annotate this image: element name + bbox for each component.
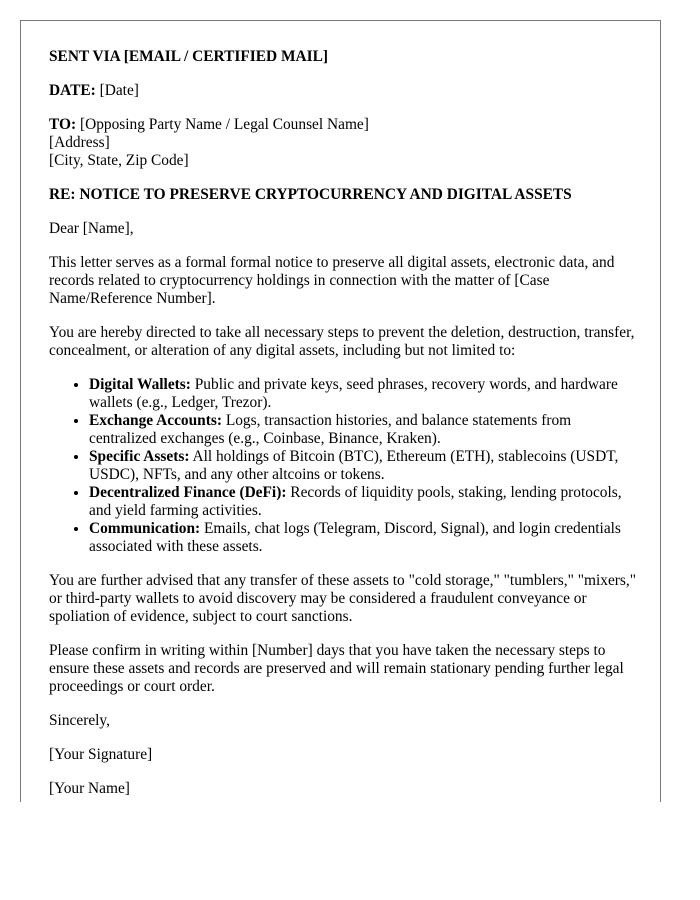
list-item-text: All holdings of Bitcoin (BTC), Ethereum (ETH), stablecoins (USDT, USDC), NFTs, and any other altcoins or tokens. [89, 448, 619, 483]
name-placeholder: [Your Name] [49, 780, 130, 797]
list-item-digital-wallets [89, 376, 639, 412]
list-item-term: Communication: [89, 520, 201, 537]
list-item-defi [89, 484, 639, 520]
sent-via-line: SENT VIA [EMAIL / CERTIFIED MAIL] [49, 48, 328, 65]
date-value: [Date] [99, 82, 139, 99]
list-item-specific-assets [89, 448, 639, 484]
to-value: [Opposing Party Name / Legal Counsel Name] [79, 116, 369, 133]
date-label: DATE: [49, 82, 96, 99]
list-item-term: Specific Assets: [89, 448, 190, 465]
list-item-exchange-accounts [89, 412, 639, 448]
list-item-term: Digital Wallets: [89, 376, 191, 393]
subject-line: RE: NOTICE TO PRESERVE CRYPTOCURRENCY AND DIGITAL ASSETS [49, 186, 572, 203]
recipient-city-state-zip: [City, State, Zip Code] [49, 152, 189, 169]
list-item-term: Exchange Accounts: [89, 412, 222, 429]
recipient-block [49, 116, 639, 170]
list-item-text: Records of liquidity pools, staking, lending protocols, and yield farming activities. [89, 484, 622, 519]
recipient-address: [Address] [49, 134, 110, 151]
signature-placeholder: [Your Signature] [49, 746, 153, 763]
date-line [49, 82, 639, 100]
letter-page [20, 20, 661, 802]
list-item-text: Emails, chat logs (Telegram, Discord, Signal), and login credentials associated with these assets. [89, 520, 621, 555]
sign-off: Sincerely, [49, 712, 110, 729]
list-item-term: Decentralized Finance (DeFi): [89, 484, 287, 501]
salutation: Dear [Name], [49, 220, 134, 237]
list-item-communication [89, 520, 639, 556]
paragraph-purpose: This letter serves as a formal formal notice to preserve all digital assets, electronic data, and records related to cryptocurrency holdings in connection with the matter of [Case Name/Reference Number]. [49, 254, 615, 307]
recipient-line [49, 116, 639, 134]
list-item-text: Logs, transaction histories, and balance statements from centralized exchanges (e.g., Coinbase, Binance, Kraken). [89, 412, 572, 447]
letter-content [49, 48, 639, 802]
paragraph-warning: You are further advised that any transfer of these assets to "cold storage," "tumblers," "mixers," or third-party wallets to avoid discovery may be considered a fraudulent conveyance or spoliation of evidence, subject to court sanctions. [49, 572, 637, 625]
asset-list [49, 376, 639, 556]
paragraph-directive: You are hereby directed to take all necessary steps to prevent the deletion, destruction, transfer, concealment, or alteration of any digital assets, including but not limited to: [49, 324, 635, 359]
paragraph-confirmation: Please confirm in writing within [Number] days that you have taken the necessary steps to ensure these assets and records are preserved and will remain stationary pending further legal proceedings or court order. [49, 642, 624, 695]
list-item-text: Public and private keys, seed phrases, recovery words, and hardware wallets (e.g., Ledger, Trezor). [89, 376, 618, 411]
to-label: TO: [49, 116, 77, 133]
